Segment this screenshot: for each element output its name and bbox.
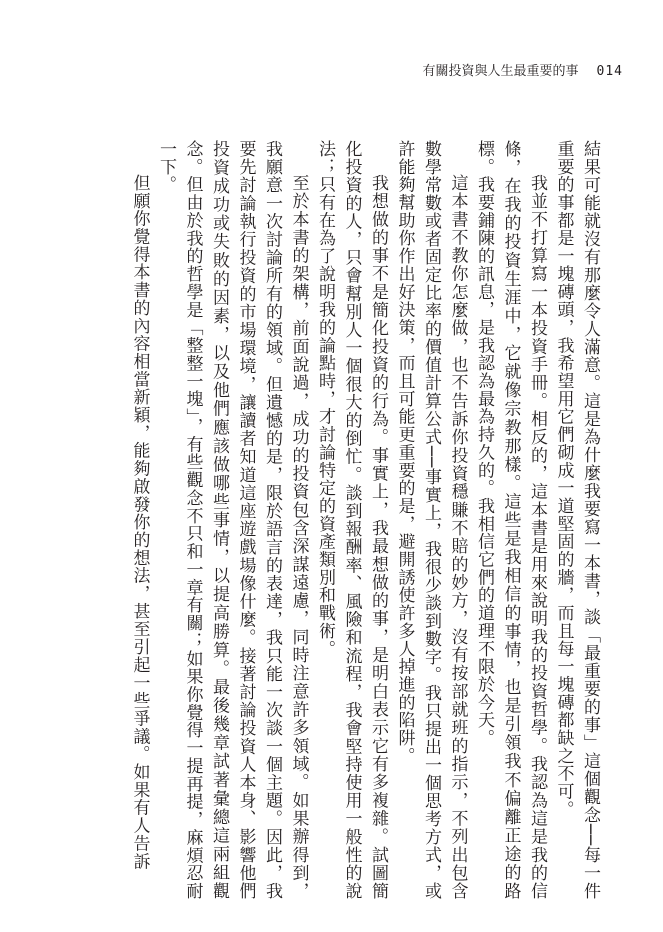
paragraph: 這本書不教你怎麼做，也不告訴你投資穩賺不賠的妙方，沒有按部就班的指示，不列出包含數學常數或者固定比率的價值計算公式──事實上，我很少談到數字。我只提出一個思考方式，或許能夠幫助你作出好決策，而且可能更重要的是，避開誘使許多人掉進的陷阱。 bbox=[394, 140, 468, 900]
running-head bbox=[423, 60, 624, 79]
paragraph: 我並不打算寫一本投資手冊。相反的，這本書是用來說明我的投資哲學。我認為這是我的信條，在我的投資生涯中，它就像宗教那樣。這些是我相信的事情，也是引領我不偏離正途的路標。我要鋪陳的訊息，是我認為最為持久的。我相信它們的道理不限於今天。 bbox=[474, 140, 547, 900]
page-number: 014 bbox=[596, 64, 623, 79]
paragraph: 但願你覺得本書的內容相當新穎，能夠啟發你的想法，甚至引起一些爭議。如果有人告訴 bbox=[129, 174, 150, 871]
running-head-title: 有關投資與人生最重要的事 bbox=[422, 64, 579, 79]
paragraph: 結果可能就沒有那麼令人滿意。這是為什麼我要寫一本書，談「最重要的事」這個觀念──每一件重要的事都是一塊磚頭，我希望用它們砌成一道堅固的牆，而且每一塊磚都缺之不可。 bbox=[553, 140, 600, 900]
paragraph: 我想做的事不是簡化投資的行為。事實上，我最想做的事，是明白表示它有多複雜。試圖簡化投資的人，只會幫別人一個很大的倒忙。談到報酬率、風險和流程，我會堅持使用一般性的說法；只有在為了說明我的論點時，才討論特定的資產類別和戰術。 bbox=[315, 140, 388, 900]
paragraph: 至於本書的架構，前面說過，成功的投資包含深謀遠慮，同時注意許多領域。如果辦得到，我願意一次討論所有的領域。但遺憾的是，限於語言的表達，我只能一次談一個主題。因此，我要先討論執行投資的市場環境，讓讀者知道這座遊戲場像什麼。接著討論投資人本身、影響他們投資成功或失敗的因素，以及他們應該做哪些事情，以提高勝算。最後幾章試著彙總這兩組觀念。但由於我的哲學是「整整一塊」，有些觀念不只和一章有關；如果你覺得一提再提，麻煩忍耐一下。 bbox=[156, 140, 309, 900]
body-text bbox=[43, 140, 603, 900]
